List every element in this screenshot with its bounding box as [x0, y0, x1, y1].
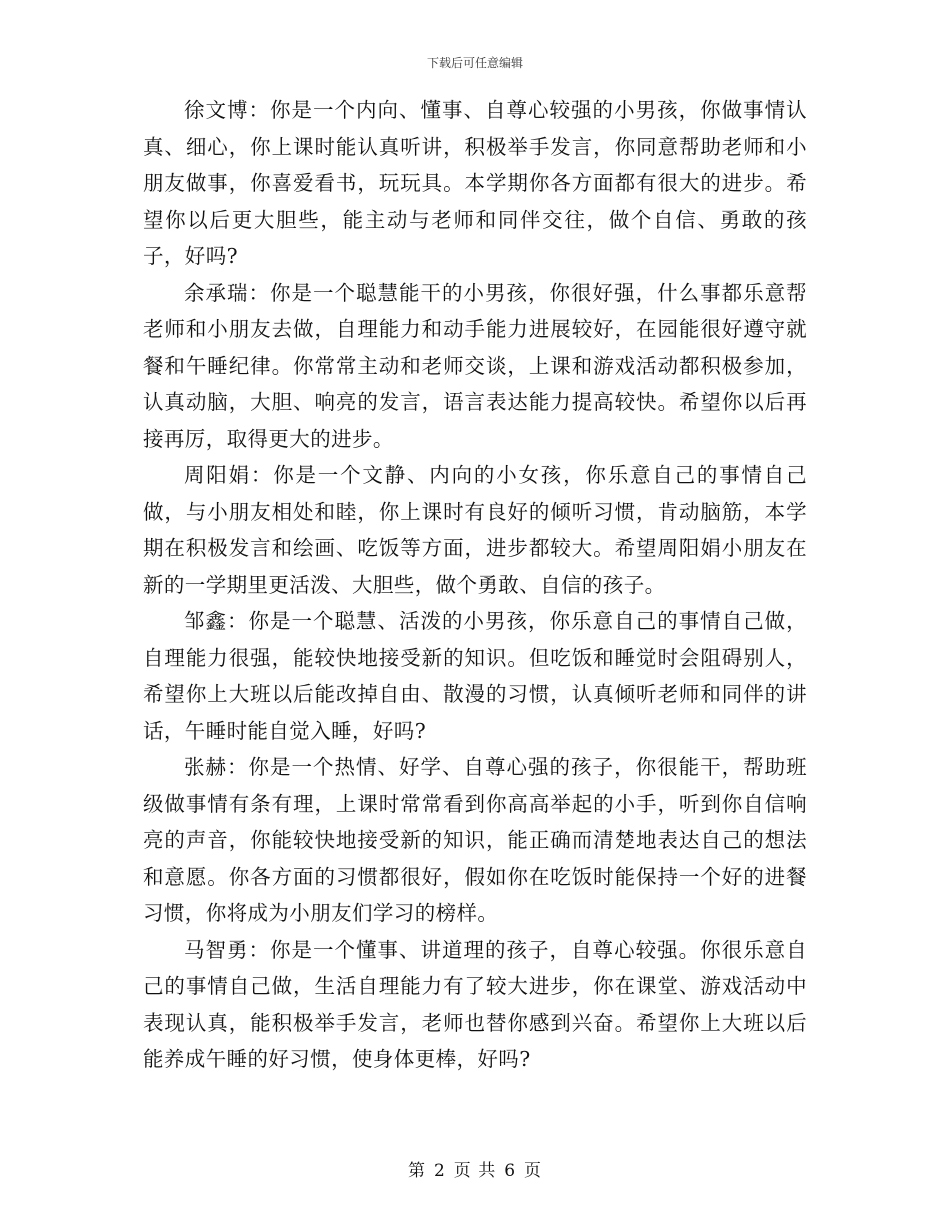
- footer-mid: 页 共: [453, 1161, 497, 1181]
- document-body: [143, 92, 807, 1078]
- paragraph-zhou-yangjuan: 周阳娟：你是一个文静、内向的小女孩，你乐意自己的事情自己做，与小朋友相处和睦，你上课时有良好的倾听习惯，肯动脑筋，本学期在积极发言和绘画、吃饭等方面，进步都较大。希望周阳娟小朋友在新的一学期里更活泼、大胆些，做个勇敢、自信的孩子。: [143, 463, 807, 597]
- page-header: 下载后可任意编辑: [426, 56, 523, 70]
- paragraph-yu-chengrui: 余承瑞：你是一个聪慧能干的小男孩，你很好强，什么事都乐意帮老师和小朋友去做，自理能力和动手能力进展较好，在园能很好遵守就餐和午睡纪律。你常常主动和老师交谈，上课和游戏活动都积极参加，认真动脑，大胆、响亮的发言，语言表达能力提高较快。希望你以后再接再厉，取得更大的进步。: [143, 280, 807, 451]
- footer-total-pages: 6: [504, 1161, 517, 1181]
- footer-suffix: 页: [524, 1161, 543, 1181]
- paragraph-ma-zhiyong: 马智勇：你是一个懂事、讲道理的孩子，自尊心较强。你很乐意自己的事情自己做，生活自理能力有了较大进步，你在课堂、游戏活动中表现认真，能积极举手发言，老师也替你感到兴奋。希望你上大班以后能养成午睡的好习惯，使身体更棒，好吗?: [143, 937, 807, 1071]
- paragraph-zhang-he: 张赫：你是一个热情、好学、自尊心强的孩子，你很能干，帮助班级做事情有条有理，上课时常常看到你高高举起的小手，听到你自信响亮的声音，你能较快地接受新的知识，能正确而清楚地表达自己的想法和意愿。你各方面的习惯都很好，假如你在吃饭时能保持一个好的进餐习惯，你将成为小朋友们学习的榜样。: [143, 755, 807, 925]
- paragraph-xu-wenbo: 徐文博：你是一个内向、懂事、自尊心较强的小男孩，你做事情认真、细心，你上课时能认真听讲，积极举手发言，你同意帮助老师和小朋友做事，你喜爱看书，玩玩具。本学期你各方面都有很大的进步。希望你以后更大胆些，能主动与老师和同伴交往，做个自信、勇敢的孩子，好吗?: [143, 98, 807, 268]
- footer-page-number: 2: [433, 1161, 446, 1181]
- page-footer: [0, 1156, 950, 1181]
- paragraph-zou-xin: 邹鑫：你是一个聪慧、活泼的小男孩，你乐意自己的事情自己做，自理能力很强，能较快地接受新的知识。但吃饭和睡觉时会阻碍别人，希望你上大班以后能改掉自由、散漫的习惯，认真倾听老师和同伴的讲话，午睡时能自觉入睡，好吗?: [143, 609, 807, 743]
- footer-prefix: 第: [407, 1161, 426, 1181]
